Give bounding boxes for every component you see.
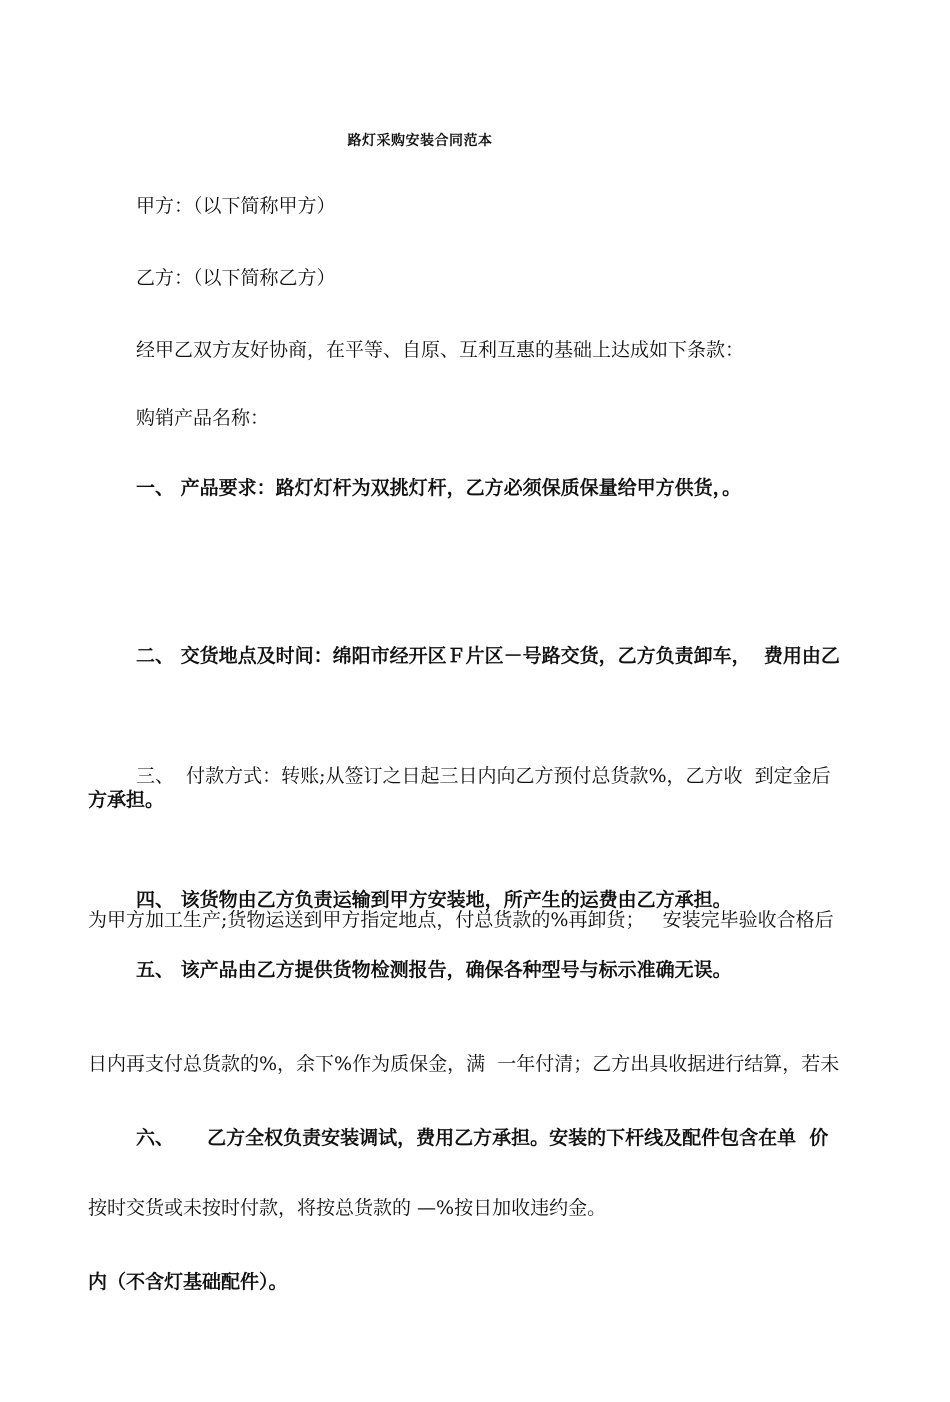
clause-6-line-2: 内（不含灯基础配件）。	[88, 1271, 288, 1293]
clause-2-line-1: 二、 交货地点及时间：绵阳市经开区Ｆ片区－号路交货，乙方负责卸车， 费用由乙	[136, 645, 840, 667]
clause-6-line-1: 六、 乙方全权负责安装调试，费用乙方承担。安装的下杆线及配件包含在单 价	[136, 1127, 829, 1149]
intro-paragraph: 经甲乙双方友好协商，在平等、自原、互利互惠的基础上达成如下条款：	[136, 339, 745, 361]
clause-4: 四、 该货物由乙方负责运输到甲方安装地，所产生的运费由乙方承担。	[136, 889, 732, 911]
clause-3-line-2: 为甲方加工生产;货物运送到甲方指定地点，付总货款的%再卸货； 安装完毕验收合格后	[88, 909, 834, 931]
clause-2-line-2: 方承担。	[88, 789, 165, 811]
clause-3-line-4: 按时交货或未按时付款，将按总货款的 —%按日加收违约金。	[88, 1197, 607, 1219]
clause-3-line-3: 日内再支付总货款的%，余下%作为质保金，满 一年付清；乙方出具收据进行结算，若未	[88, 1053, 840, 1075]
clause-5: 五、 该产品由乙方提供货物检测报告，确保各种型号与标示准确无误。	[136, 959, 732, 981]
party-a-line: 甲方：（以下简称甲方）	[136, 195, 336, 217]
party-b-line: 乙方：（以下简称乙方）	[136, 267, 336, 289]
product-name-line: 购销产品名称：	[136, 407, 270, 429]
clause-6	[88, 1018, 878, 1402]
clause-1: 一、 产品要求：路灯灯杆为双挑灯杆，乙方必须保质保量给甲方供货，。	[136, 477, 742, 499]
clause-3-line-1: 三、 付款方式：转账;从签订之日起三日内向乙方预付总货款%，乙方收 到定金后	[136, 765, 831, 787]
document-title: 路灯采购安装合同范本	[347, 133, 493, 149]
